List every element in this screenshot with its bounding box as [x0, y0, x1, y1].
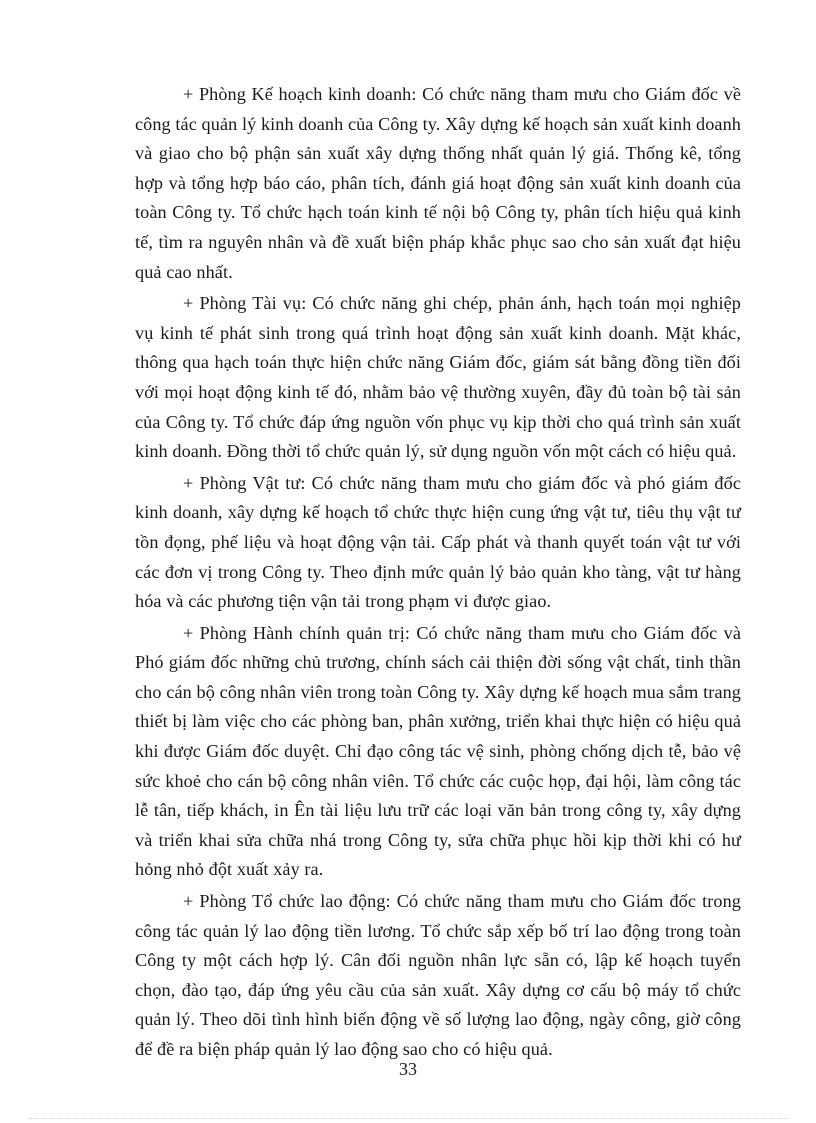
paragraph-ke-hoach-kinh-doanh: + Phòng Kế hoạch kinh doanh: Có chức năng tham mưu cho Giám đốc về công tác quản lý kinh doanh của Công ty. Xây dựng kế hoạch sản xuất kinh doanh và giao cho bộ phận sản xuất xây dựng thống nhất quản lý giá. Thống kê, tổng hợp và tổng hợp báo cáo, phân tích, đánh giá hoạt động sản xuất kinh doanh của toàn Công ty. Tổ chức hạch toán kinh tế nội bộ Công ty, phân tích hiệu quả kinh tế, tìm ra nguyên nhân và đề xuất biện pháp khắc phục sao cho sản xuất đạt hiệu quả cao nhất. — [135, 84, 741, 282]
paragraph-tai-vu: + Phòng Tài vụ: Có chức năng ghi chép, phản ánh, hạch toán mọi nghiệp vụ kinh tế phát sinh trong quá trình hoạt động sản xuất kinh doanh. Mặt khác, thông qua hạch toán thực hiện chức năng Giám đốc, giám sát bằng đồng tiền đối với mọi hoạt động kinh tế đó, nhằm bảo vệ thường xuyên, đầy đủ toàn bộ tài sản của Công ty. Tổ chức đáp ứng nguồn vốn phục vụ kịp thời cho quá trình sản xuất kinh doanh. Đồng thời tổ chức quản lý, sử dụng nguồn vốn một cách có hiệu quả. — [135, 293, 741, 462]
paragraph-hanh-chinh-quan-tri: + Phòng Hành chính quản trị: Có chức năng tham mưu cho Giám đốc và Phó giám đốc những chủ trương, chính sách cải thiện đời sống vật chất, tinh thần cho cán bộ công nhân viên trong toàn Công ty. Xây dựng kế hoạch mua sắm trang thiết bị làm việc cho các phòng ban, phân xưởng, triển khai thực hiện có hiệu quả khi được Giám đốc duyệt. Chỉ đạo công tác vệ sinh, phòng chống dịch tễ, bảo vệ sức khoẻ cho cán bộ công nhân viên. Tổ chức các cuộc họp, đại hội, làm công tác lễ tân, tiếp khách, in Ên tài liệu lưu trữ các loại văn bản trong công ty, xây dựng và triển khai sửa chữa nhá trong Công ty, sửa chữa phục hồi kịp thời khi có hư hỏng nhỏ đột xuất xảy ra. — [135, 622, 741, 880]
paragraph-to-chuc-lao-dong: + Phòng Tổ chức lao động: Có chức năng tham mưu cho Giám đốc trong công tác quản lý lao động tiền lương. Tổ chức sắp xếp bố trí lao động trong toàn Công ty một cách hợp lý. Cân đối nguồn nhân lực sẵn có, lập kế hoạch tuyển chọn, đào tạo, đáp ứng yêu cầu của sản xuất. Xây dựng cơ cấu bộ máy tổ chức quản lý. Theo dõi tình hình biến động về số lượng lao động, ngày công, giờ công để đề ra biện pháp quản lý lao động sao cho có hiệu quả. — [135, 891, 741, 1059]
footer-divider — [28, 1118, 788, 1119]
document-body — [135, 80, 741, 1067]
page-number: 33 — [399, 1059, 417, 1079]
paragraph-vat-tu: + Phòng Vật tư: Có chức năng tham mưu cho giám đốc và phó giám đốc kinh doanh, xây dựng kế hoạch tổ chức thực hiện cung ứng vật tư, tiêu thụ vật tư tồn đọng, phế liệu và hoạt động vận tải. Cấp phát và thanh quyết toán vật tư với các đơn vị trong Công ty. Theo định mức quản lý bảo quản kho tàng, vật tư hàng hóa và các phương tiện vận tải trong phạm vi được giao. — [135, 472, 741, 612]
